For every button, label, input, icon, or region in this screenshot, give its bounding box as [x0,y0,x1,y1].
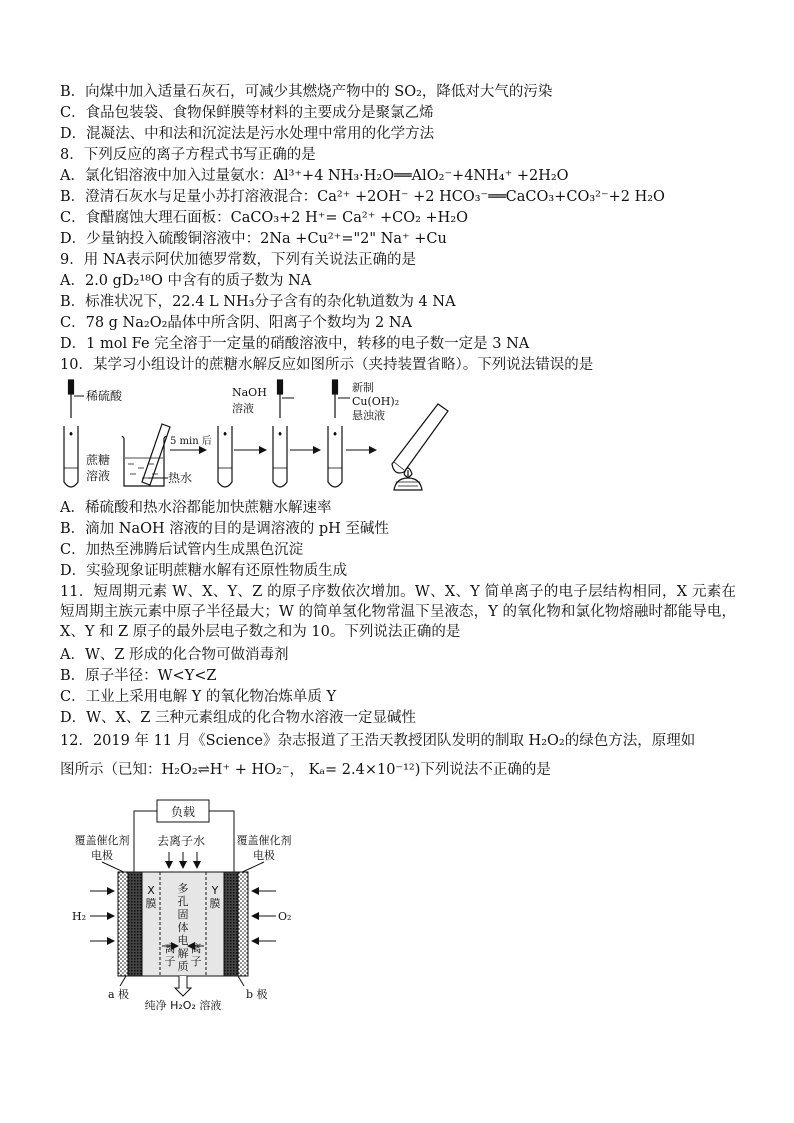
label-a-pole: a 极 [108,988,130,1001]
label-ion-left-2: 子 [164,955,176,968]
label-b-pole: b 极 [246,988,268,1001]
label-center-4: 体 [177,921,189,934]
question-9-stem: 9．用 NA表示阿伏加德罗常数，下列有关说法正确的是 [60,252,416,268]
option-11a: A．W、Z 形成的化合物可做消毒剂 [60,647,289,663]
label-ion-right-1: 离 [190,942,202,955]
question-8-stem: 8．下列反应的离子方程式书写正确的是 [60,147,316,163]
label-water: 去离子水 [156,834,206,848]
label-left-cat-2: 电极 [91,849,113,862]
label-center-6: 解 [177,947,189,960]
label-x-membrane-1: X [147,884,155,897]
question-11-stem: 11．短周期元素 W、X、Y、Z 的原子序数依次增加。W、X、Y 简单离子的电子层结构相同，X 元素在短周期主族元素中原子半径最大；W 的简单氢化物常温下呈液态，Y 的氧化物和氯化物熔融时都能导电，X、Y 和 Z 原子的最外层电子数之和为 10。下列说法正确的是 [60,584,736,640]
option-9c: C．78 g Na₂O₂晶体中所含阴、阳离子个数均为 2 NA [60,315,412,331]
option-10d: D．实验现象证明蔗糖水解有还原性物质生成 [60,563,348,579]
h2o2-cell-figure [62,796,312,1011]
option-8b: B．澄清石灰水与足量小苏打溶液混合：Ca²⁺ +2OH⁻ +2 HCO₃⁻══CaCO₃+CO₃²⁻+2 H₂O [60,189,665,205]
label-h2: H₂ [72,910,87,923]
label-naoh-2: 溶液 [232,402,254,415]
beaker-hot-water [122,424,170,486]
heating-setup [392,404,448,490]
option-9d: D．1 mol Fe 完全溶于一定量的硝酸溶液中，转移的电子数一定是 3 NA [60,336,530,352]
label-y-membrane-2: 膜 [209,897,221,910]
question-12-stem: 12．2019 年 11 月《Science》杂志报道了王浩天教授团队发明的制取 H₂O₂的绿色方法，原理如 [60,733,696,749]
electrode-a [128,872,142,976]
sucrose-hydrolysis-figure [58,378,468,494]
label-center-3: 固 [177,908,189,921]
label-cu-3: 悬浊液 [352,409,385,422]
label-cu-1: 新制 [352,381,374,394]
label-cu-2: Cu(OH)₂ [352,395,400,408]
label-sucrose-2: 溶液 [86,469,111,483]
label-ion-left-1: 离 [164,942,176,955]
option-10b: B．滴加 NaOH 溶液的目的是调溶液的 pH 至碱性 [60,521,389,537]
option-8c: C．食醋腐蚀大理石面板：CaCO₃+2 H⁺= Ca²⁺ +CO₂ +H₂O [60,210,469,226]
label-y-membrane-1: Y [211,884,219,897]
option-7b: B．向煤中加入适量石灰石，可减少其燃烧产物中的 SO₂，降低对大气的污染 [60,84,553,100]
option-7c: C．食品包装袋、食物保鲜膜等材料的主要成分是聚氯乙烯 [60,105,434,121]
label-x-membrane-2: 膜 [145,897,157,910]
option-11b: B．原子半径：W<Y<Z [60,668,217,684]
label-center-7: 质 [177,960,189,973]
label-product: 纯净 H₂O₂ 溶液 [144,999,222,1011]
option-10a: A．稀硫酸和热水浴都能加快蔗糖水解速率 [60,500,332,516]
label-naoh-1: NaOH [232,386,267,399]
label-left-cat-1: 覆盖催化剂 [74,834,130,847]
label-ion-right-2: 子 [190,955,202,968]
label-center-2: 孔 [177,895,189,908]
option-7d: D．混凝法、中和法和沉淀法是污水处理中常用的化学方法 [60,126,435,142]
question-10-stem: 10．某学习小组设计的蔗糖水解反应如图所示（夹持装置省略）。下列说法错误的是 [60,357,594,373]
test-tube-2 [218,426,232,487]
label-o2: O₂ [278,910,292,923]
option-8a: A．氯化铝溶液中加入过量氨水：Al³⁺+4 NH₃·H₂O══AlO₂⁻+4NH₄⁺ +2H₂O [60,168,569,184]
label-right-cat-2: 电极 [253,849,275,862]
option-9b: B．标准状况下，22.4 L NH₃分子含有的杂化轨道数为 4 NA [60,294,456,310]
electrode-b-outer [238,872,248,976]
label-right-cat-1: 覆盖催化剂 [236,834,292,847]
option-8d: D．少量钠投入硫酸铜溶液中：2Na +Cu²⁺="2" Na⁺ +Cu [60,231,447,247]
option-11c: C．工业上采用电解 Y 的氧化物冶炼单质 Y [60,689,337,705]
label-hot-water: 热水 [168,471,193,485]
option-10c: C．加热至沸腾后试管内生成黑色沉淀 [60,542,304,558]
electrode-a-outer [118,872,128,976]
label-center-5: 电 [177,934,189,947]
option-11d: D．W、X、Z 三种元素组成的化合物水溶液一定显碱性 [60,710,417,726]
test-tube-4 [328,380,342,487]
option-9a: A．2.0 gD₂¹⁸O 中含有的质子数为 NA [60,273,312,289]
label-acid: 稀硫酸 [86,389,123,403]
question-12-stem-cont: 图所示（已知：H₂O₂⇌H⁺ + HO₂⁻， Kₐ= 2.4×10⁻¹²)下列说法不正确的是 [60,762,551,778]
test-tube-3 [273,380,287,487]
label-sucrose-1: 蔗糖 [86,453,111,467]
electrode-b [224,872,238,976]
label-center-1: 多 [177,882,189,895]
label-time: 5 min 后 [170,436,212,447]
label-load: 负载 [170,805,196,819]
